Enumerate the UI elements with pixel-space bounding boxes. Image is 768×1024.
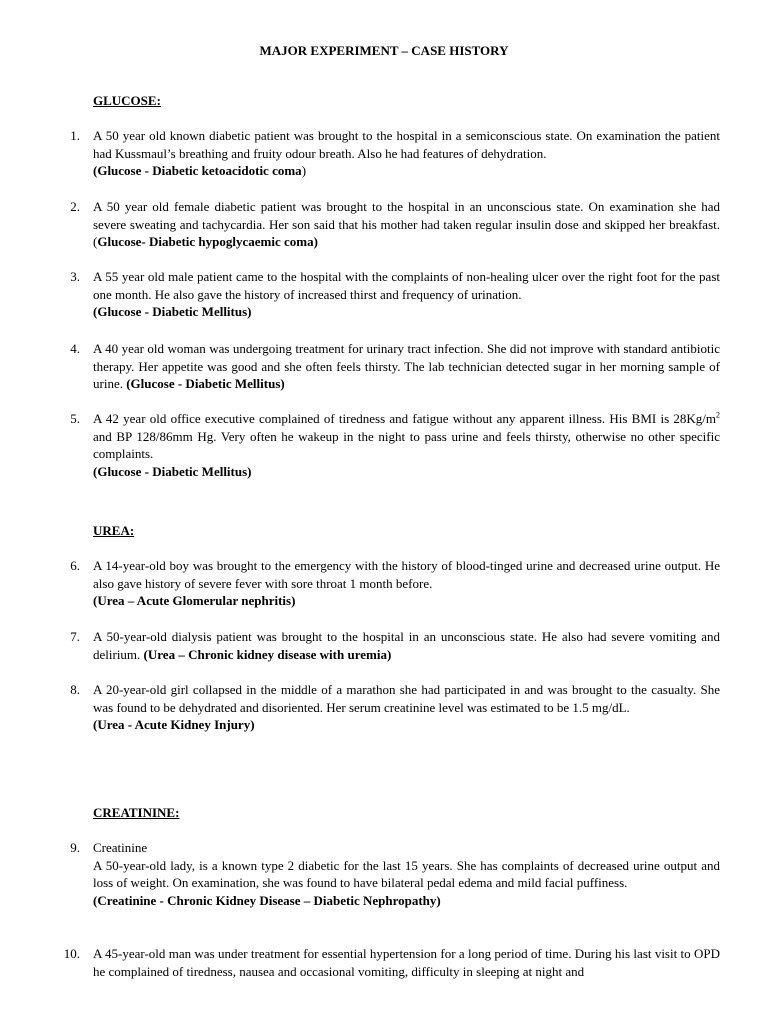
- case-number: 9.: [70, 840, 80, 855]
- section-heading-urea: UREA:: [93, 523, 135, 538]
- case-number: 1.: [70, 128, 80, 143]
- case-text: A 45-year-old man was under treatment for essential hypertension for a long period of time. During his last visit to OPD he complained of tiredness, nausea and occasional vomiting, difficulty in sleeping at night and: [93, 946, 720, 979]
- diagnosis: (Creatinine - Chronic Kidney Disease – Diabetic Nephropathy): [93, 892, 441, 908]
- page-title: MAJOR EXPERIMENT – CASE HISTORY: [259, 43, 509, 58]
- case-text: A 50-year-old dialysis patient was brought to the hospital in an unconscious state. He also had severe vomiting and delirium. (Urea – Chronic kidney disease with uremia): [93, 629, 720, 662]
- diagnosis: (Glucose - Diabetic Mellitus): [93, 463, 252, 479]
- diagnosis: Glucose- Diabetic hypoglycaemic coma): [97, 234, 318, 250]
- case-text: A 50 year old known diabetic patient was brought to the hospital in a semiconscious state. On examination the patient had Kussmaul’s breathing and fruity odour breath. Also he had features of dehydration. (Glucose - Diabetic ketoacidotic coma): [93, 128, 720, 179]
- case-text: A 20-year-old girl collapsed in the middle of a marathon she had participated in and was brought to the casualty. She was found to be dehydrated and disoriented. Her serum creatinine level was estimated to be 1.5 mg/dL. (Urea - Acute Kidney Injury): [93, 682, 720, 733]
- superscript: 2: [716, 410, 720, 420]
- case-text: A 42 year old office executive complained of tiredness and fatigue without any apparent illness. His BMI is $28Kg/m^2$ and BP 128/86mm Hg. Very often he wakeup in the night to pass urine and feels thirsty, otherwise no other specific complaints. (Glucose - Diabetic Mellitus): [93, 410, 720, 479]
- case-label: Creatinine: [93, 840, 148, 855]
- section-heading-creatinine: CREATININE:: [93, 805, 180, 820]
- case-number: 7.: [70, 629, 80, 644]
- section-heading-glucose: GLUCOSE:: [93, 93, 161, 108]
- case-number: 8.: [70, 682, 80, 697]
- diagnosis: (Glucose - Diabetic Mellitus): [126, 376, 285, 392]
- diagnosis: (Urea – Chronic kidney disease with uremia): [143, 646, 392, 662]
- case-number: 6.: [70, 558, 80, 573]
- case-text: A 40 year old woman was undergoing treatment for urinary tract infection. She did not improve with standard antibiotic therapy. Her appetite was good and she often feels thirsty. The lab technician detected sugar in her morning sample of urine. (Glucose - Diabetic Mellitus): [93, 341, 720, 392]
- case-text: A 14-year-old boy was brought to the emergency with the history of blood-tinged urine and decreased urine output. He also gave history of severe fever with sore throat 1 month before. (Urea – Acute Glomerular nephritis): [93, 558, 720, 609]
- case-text: A 55 year old male patient came to the hospital with the complaints of non-healing ulcer over the right foot for the past one month. He also gave the history of increased thirst and frequency of urination. (Glucose - Diabetic Mellitus): [93, 269, 720, 320]
- case-number: 2.: [70, 199, 80, 214]
- diagnosis: (Glucose - Diabetic ketoacidotic coma: [93, 163, 302, 179]
- case-number: 5.: [70, 411, 80, 426]
- case-text: A 50 year old female diabetic patient was brought to the hospital in an unconscious state. On examination she had severe sweating and tachycardia. Her son said that his mother had taken regular insulin dose and skipped her breakfast. (Glucose- Diabetic hypoglycaemic coma): [93, 199, 720, 250]
- diagnosis: (Urea - Acute Kidney Injury): [93, 717, 255, 733]
- diagnosis: (Urea – Acute Glomerular nephritis): [93, 593, 296, 609]
- case-number: 4.: [70, 341, 80, 356]
- case-text: Creatinine A 50-year-old lady, is a known type 2 diabetic for the last 15 years. She has complaints of decreased urine output and loss of weight. On examination, she was found to have bilateral pedal edema and mild facial puffiness. (Creatinine - Chronic Kidney Disease – Diabetic Nephropathy): [93, 840, 720, 908]
- diagnosis: (Glucose - Diabetic Mellitus): [93, 304, 252, 320]
- case-number: 10.: [63, 946, 80, 961]
- case-number: 3.: [70, 269, 80, 284]
